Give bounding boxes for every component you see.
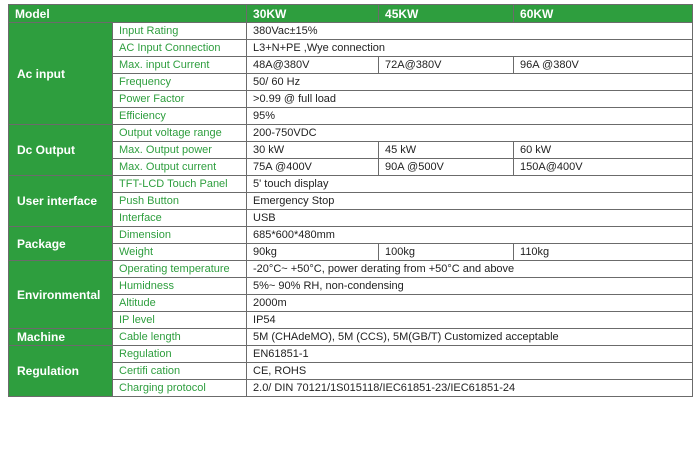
param-value: >0.99 @ full load xyxy=(247,91,693,108)
param-label: Push Button xyxy=(113,193,247,210)
param-label: Regulation xyxy=(113,346,247,363)
param-value: 685*600*480mm xyxy=(247,227,693,244)
table-row xyxy=(9,227,693,244)
table-row xyxy=(9,23,693,40)
param-label: Certifi cation xyxy=(113,363,247,380)
table-row xyxy=(9,261,693,278)
param-label: TFT-LCD Touch Panel xyxy=(113,176,247,193)
param-value: 95% xyxy=(247,108,693,125)
param-label: Dimension xyxy=(113,227,247,244)
value-60kw: 60 kW xyxy=(514,142,693,159)
param-label: Cable length xyxy=(113,329,247,346)
value-45kw: 72A@380V xyxy=(379,57,514,74)
param-label: Power Factor xyxy=(113,91,247,108)
value-45kw: 100kg xyxy=(379,244,514,261)
param-value: EN61851-1 xyxy=(247,346,693,363)
group-dc-output: Dc Output xyxy=(9,125,113,176)
table-row xyxy=(9,176,693,193)
param-value: 50/ 60 Hz xyxy=(247,74,693,91)
param-label: Frequency xyxy=(113,74,247,91)
param-label: Altitude xyxy=(113,295,247,312)
param-label: Interface xyxy=(113,210,247,227)
param-label: AC Input Connection xyxy=(113,40,247,57)
param-label: Max. Output power xyxy=(113,142,247,159)
param-value: 200-750VDC xyxy=(247,125,693,142)
value-30kw: 90kg xyxy=(247,244,379,261)
param-value: CE, ROHS xyxy=(247,363,693,380)
param-value: IP54 xyxy=(247,312,693,329)
header-model: Model xyxy=(9,5,247,23)
param-value: -20°C~ +50°C, power derating from +50°C and above xyxy=(247,261,693,278)
param-label: IP level xyxy=(113,312,247,329)
table-row xyxy=(9,346,693,363)
group-regulation: Regulation xyxy=(9,346,113,397)
param-value: 5%~ 90% RH, non-condensing xyxy=(247,278,693,295)
param-label: Charging protocol xyxy=(113,380,247,397)
value-60kw: 150A@400V xyxy=(514,159,693,176)
table-row xyxy=(9,329,693,346)
param-value: 5M (CHAdeMO), 5M (CCS), 5M(GB/T) Customized acceptable xyxy=(247,329,693,346)
param-label: Output voltage range xyxy=(113,125,247,142)
value-45kw: 45 kW xyxy=(379,142,514,159)
param-label: Operating temperature xyxy=(113,261,247,278)
group-package: Package xyxy=(9,227,113,261)
param-value: USB xyxy=(247,210,693,227)
group-environmental: Environmental xyxy=(9,261,113,329)
table-row xyxy=(9,125,693,142)
param-label: Input Rating xyxy=(113,23,247,40)
group-machine: Machine xyxy=(9,329,113,346)
value-30kw: 48A@380V xyxy=(247,57,379,74)
param-value: L3+N+PE ,Wye connection xyxy=(247,40,693,57)
header-30kw: 30KW xyxy=(247,5,379,23)
param-value: Emergency Stop xyxy=(247,193,693,210)
param-label: Weight xyxy=(113,244,247,261)
param-label: Max. input Current xyxy=(113,57,247,74)
header-row xyxy=(9,5,693,23)
group-ac-input: Ac input xyxy=(9,23,113,125)
header-45kw: 45KW xyxy=(379,5,514,23)
param-value: 5' touch display xyxy=(247,176,693,193)
group-user-interface: User interface xyxy=(9,176,113,227)
value-45kw: 90A @500V xyxy=(379,159,514,176)
value-60kw: 96A @380V xyxy=(514,57,693,74)
param-value: 380Vac±15% xyxy=(247,23,693,40)
spec-table xyxy=(8,4,693,397)
param-value: 2.0/ DIN 70121/1S015118/IEC61851-23/IEC61851-24 xyxy=(247,380,693,397)
value-30kw: 30 kW xyxy=(247,142,379,159)
param-value: 2000m xyxy=(247,295,693,312)
value-60kw: 110kg xyxy=(514,244,693,261)
param-label: Efficiency xyxy=(113,108,247,125)
header-60kw: 60KW xyxy=(514,5,693,23)
value-30kw: 75A @400V xyxy=(247,159,379,176)
param-label: Max. Output current xyxy=(113,159,247,176)
param-label: Humidness xyxy=(113,278,247,295)
